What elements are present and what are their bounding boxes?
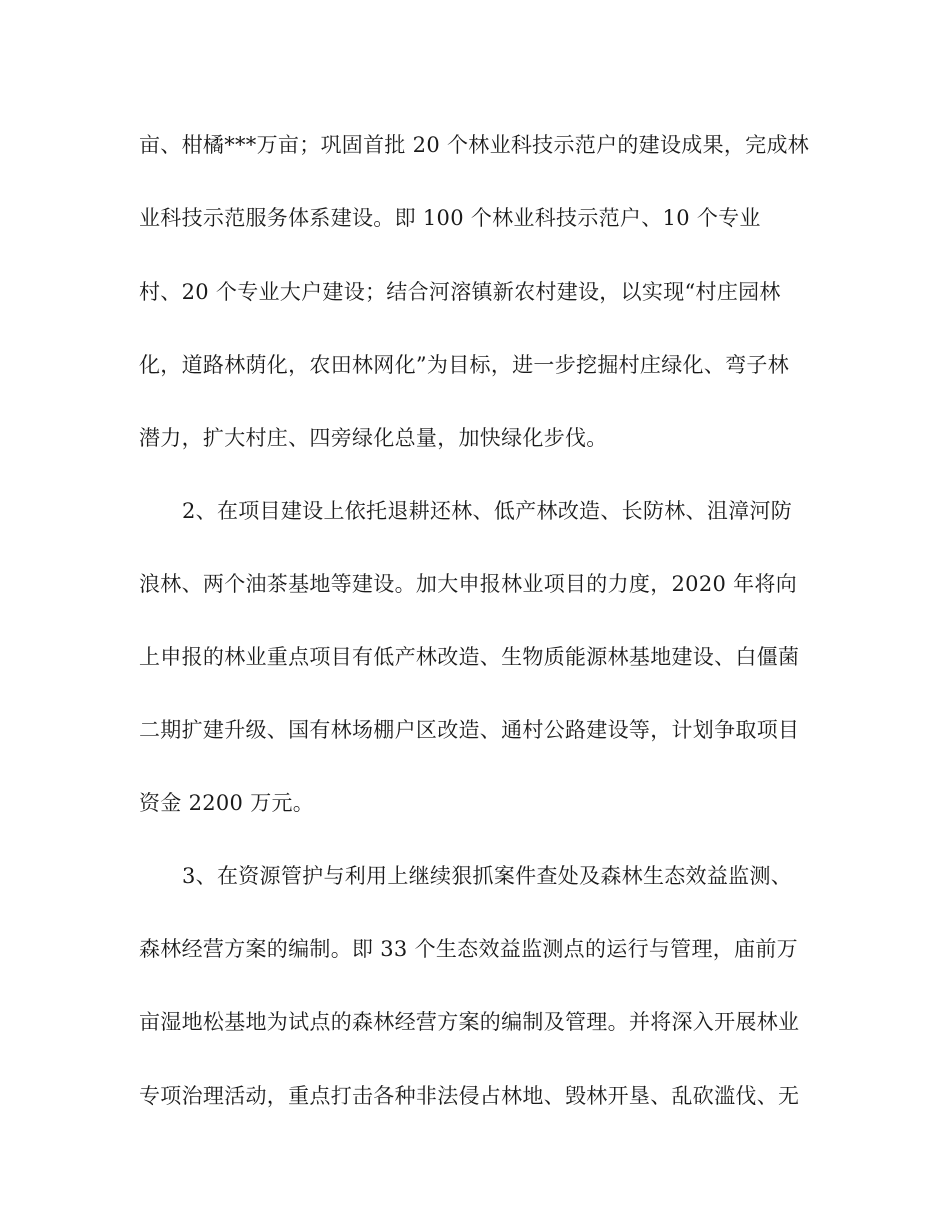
text-line-14: 专项治理活动，重点打击各种非法侵占林地、毁林开垦、乱砍滥伐、无 <box>139 1084 800 1108</box>
text-line-5: 潜力，扩大村庄、四旁绿化总量，加快绿化步伐。 <box>139 426 608 450</box>
text-line-10: 资金 2200 万元。 <box>139 791 315 815</box>
text-line-9: 二期扩建升级、国有林场棚户区改造、通村公路建设等，计划争取项目 <box>139 718 800 742</box>
text-line-12: 森林经营方案的编制。即 33 个生态效益监测点的运行与管理，庙前万 <box>139 937 798 961</box>
text-line-7: 浪林、两个油茶基地等建设。加大申报林业项目的力度，2020 年将向 <box>139 572 798 596</box>
text-line-4: 化，道路林荫化，农田林网化”为目标，进一步挖掘村庄绿化、弯子林 <box>139 353 790 377</box>
text-line-2: 业科技示范服务体系建设。即 100 个林业科技示范户、10 个专业 <box>139 206 761 230</box>
text-line-1: 亩、柑橘***万亩；巩固首批 20 个林业科技示范户的建设成果，完成林 <box>139 133 810 157</box>
text-line-3: 村、20 个专业大户建设；结合河溶镇新农村建设，以实现“村庄园林 <box>139 280 781 304</box>
paragraph-3-first-line: 3、在资源管护与利用上继续狠抓案件查处及森林生态效益监测、 <box>182 864 793 888</box>
text-line-13: 亩湿地松基地为试点的森林经营方案的编制及管理。并将深入开展林业 <box>139 1010 800 1034</box>
text-line-8: 上申报的林业重点项目有低产林改造、生物质能源林基地建设、白僵菌 <box>139 645 800 669</box>
paragraph-2-first-line: 2、在项目建设上依托退耕还林、低产林改造、长防林、沮漳河防 <box>182 499 793 523</box>
